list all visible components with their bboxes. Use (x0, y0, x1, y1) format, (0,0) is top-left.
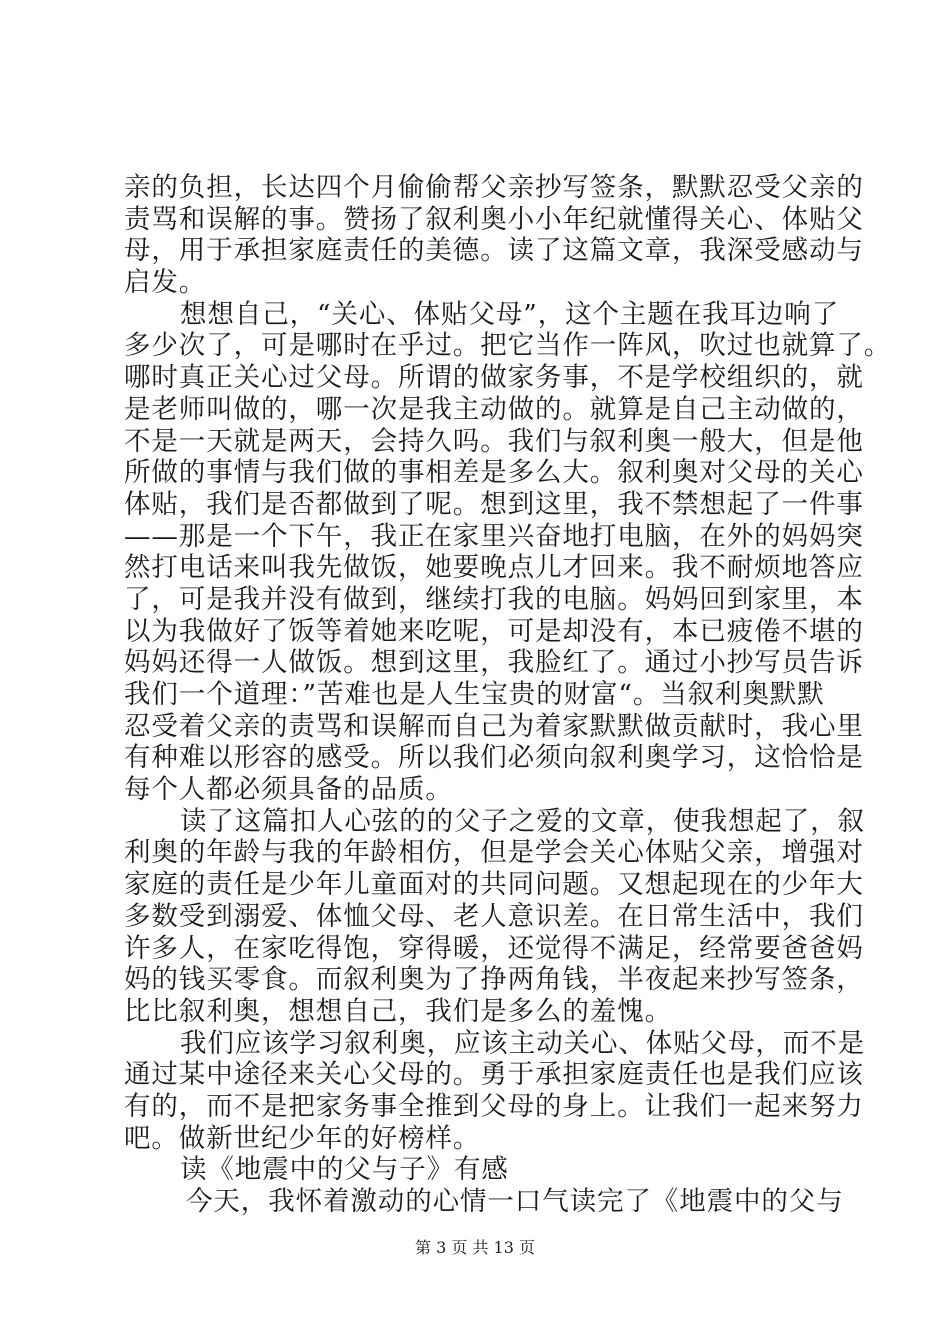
text-line: 比比叙利奥，想想自己，我们是多么的羞愧。 (124, 995, 672, 1027)
text-line: 每个人都必须具备的品质。 (124, 774, 453, 806)
text-line: 读了这篇扣人心弦的的父子之爱的文章，使我想起了，叙 (180, 805, 865, 837)
text-line: 亲的负担，长达四个月偷偷帮父亲抄写签条，默默忍受父亲的 (124, 172, 864, 203)
text-line: 今天，我怀着激动的心情一口气读完了《地震中的父与 (186, 1186, 844, 1217)
text-line: 是老师叫做的，哪一次是我主动做的。就算是自己主动做的， (124, 393, 864, 425)
text-line: 妈的钱买零食。而叙利奥为了挣两角钱，半夜起来抄写签条， (124, 964, 864, 996)
text-line: 有种难以形容的感受。所以我们必须向叙利奥学习，这恰恰是 (124, 742, 864, 774)
text-line: 体贴，我们是否都做到了呢。想到这里，我不禁想起了一件事 (124, 488, 864, 520)
text-line: 所做的事情与我们做的事相差是多么大。叙利奥对父母的关心 (124, 457, 864, 489)
text-line: 我们应该学习叙利奥，应该主动关心、体贴父母，而不是 (180, 1027, 865, 1059)
text-line: 多数受到溺爱、体恤父母、老人意识差。在日常生活中，我们 (124, 900, 864, 932)
text-line: 多少次了，可是哪时在乎过。把它当作一阵风，吹过也就算了。 (124, 330, 892, 362)
text-line: 责骂和误解的事。赞扬了叙利奥小小年纪就懂得关心、体贴父 (124, 203, 864, 235)
text-line: 利奥的年龄与我的年龄相仿，但是学会关心体贴父亲，增强对 (124, 837, 864, 869)
text-line: 通过某中途径来关心父母的。勇于承担家庭责任也是我们应该 (124, 1059, 864, 1091)
text-line: 了，可是我并没有做到，继续打我的电脑。妈妈回到家里，本 (124, 583, 864, 615)
text-line: 哪时真正关心过父母。所谓的做家务事，不是学校组织的，就 (124, 362, 864, 394)
text-line: 启发。 (124, 267, 207, 299)
page-footer: 第 3 页 共 13 页 (415, 1238, 535, 1257)
text-line: 忍受着父亲的责骂和误解而自己为着家默默做贡献时，我心里 (124, 710, 864, 742)
text-line: 许多人，在家吃得饱，穿得暖，还觉得不满足，经常要爸爸妈 (124, 932, 864, 964)
text-line: 母，用于承担家庭责任的美德。读了这篇文章，我深受感动与 (124, 235, 864, 267)
text-line: 读《地震中的父与子》有感 (180, 1154, 509, 1186)
text-line: ——那是一个下午，我正在家里兴奋地打电脑，在外的妈妈突 (124, 520, 864, 552)
text-line: 想想自己，“关心、体贴父母”，这个主题在我耳边响了 (180, 298, 840, 330)
text-line: 家庭的责任是少年儿童面对的共同问题。又想起现在的少年大 (124, 869, 864, 901)
text-line: 我们一个道理：”苦难也是人生宝贵的财富“。当叙利奥默默 (124, 679, 825, 710)
text-line: 以为我做好了饭等着她来吃呢，可是却没有，本已疲倦不堪的 (124, 615, 864, 647)
text-line: 然打电话来叫我先做饭，她要晚点儿才回来。我不耐烦地答应 (124, 552, 864, 584)
text-line: 有的，而不是把家务事全推到父母的身上。让我们一起来努力 (124, 1090, 864, 1122)
text-line: 妈妈还得一人做饭。想到这里，我脸红了。通过小抄写员告诉 (124, 647, 864, 679)
text-line: 不是一天就是两天，会持久吗。我们与叙利奥一般大，但是他 (124, 425, 864, 457)
text-line: 吧。做新世纪少年的好榜样。 (124, 1122, 481, 1154)
document-body (124, 172, 892, 1218)
